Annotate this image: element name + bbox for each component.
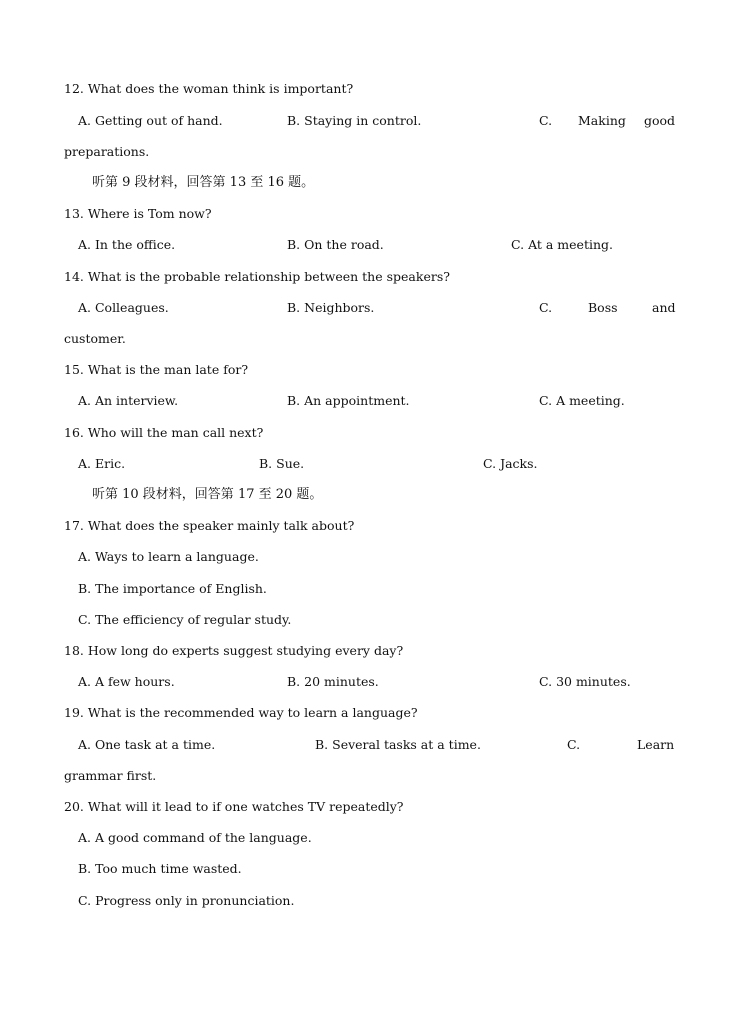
- q17-option-b: B. The importance of English.: [78, 581, 267, 596]
- q18-option-a: A. A few hours.: [78, 674, 175, 689]
- question-16: 16. Who will the man call next?: [64, 425, 264, 440]
- q15-option-a: A. An interview.: [78, 393, 179, 408]
- question-20: 20. What will it lead to if one watches TV repeatedly?: [64, 799, 404, 814]
- q13-option-c: C. At a meeting.: [511, 237, 613, 252]
- q12-option-a: A. Getting out of hand.: [78, 113, 223, 128]
- section-10-instruction: 听第 10 段材料，回答第 17 至 20 题。: [92, 487, 323, 502]
- question-12: 12. What does the woman think is important?: [64, 81, 354, 96]
- q14-option-c-cont: customer.: [64, 331, 126, 346]
- q18-option-c: C. 30 minutes.: [539, 674, 631, 689]
- q17-option-a: A. Ways to learn a language.: [78, 549, 259, 564]
- q19-option-c-label: C.: [567, 737, 581, 752]
- q20-option-b: B. Too much time wasted.: [78, 861, 242, 876]
- q16-option-b: B. Sue.: [259, 456, 305, 471]
- q14-option-c-word1: Boss: [588, 300, 618, 315]
- question-14: 14. What is the probable relationship between the speakers?: [64, 269, 450, 284]
- question-15: 15. What is the man late for?: [64, 362, 249, 377]
- q14-option-c-label: C.: [539, 300, 553, 315]
- q20-option-c: C. Progress only in pronunciation.: [78, 893, 295, 908]
- q12-option-c-word1: Making: [578, 113, 626, 128]
- q17-option-c: C. The efficiency of regular study.: [78, 612, 292, 627]
- q18-option-b: B. 20 minutes.: [287, 674, 379, 689]
- q15-option-b: B. An appointment.: [287, 393, 410, 408]
- q16-option-a: A. Eric.: [78, 456, 126, 471]
- q15-option-c: C. A meeting.: [539, 393, 625, 408]
- q12-option-c-label: C.: [539, 113, 553, 128]
- q16-option-c: C. Jacks.: [483, 456, 538, 471]
- q13-option-a: A. In the office.: [78, 237, 176, 252]
- q20-option-a: A. A good command of the language.: [78, 830, 312, 845]
- section-9-instruction: 听第 9 段材料，回答第 13 至 16 题。: [92, 175, 315, 190]
- q12-option-c-cont: preparations.: [64, 144, 150, 159]
- q14-option-b: B. Neighbors.: [287, 300, 375, 315]
- q19-option-a: A. One task at a time.: [78, 737, 216, 752]
- q19-option-c-word1: Learn: [637, 737, 675, 752]
- q19-option-c-cont: grammar first.: [64, 768, 157, 783]
- q19-option-b: B. Several tasks at a time.: [315, 737, 481, 752]
- q12-option-b: B. Staying in control.: [287, 113, 422, 128]
- question-17: 17. What does the speaker mainly talk about?: [64, 518, 355, 533]
- q14-option-c-word2: and: [652, 300, 676, 315]
- question-13: 13. Where is Tom now?: [64, 206, 212, 221]
- question-19: 19. What is the recommended way to learn a language?: [64, 705, 418, 720]
- question-18: 18. How long do experts suggest studying every day?: [64, 643, 404, 658]
- q12-option-c-word2: good: [644, 113, 676, 128]
- q13-option-b: B. On the road.: [287, 237, 384, 252]
- q14-option-a: A. Colleagues.: [78, 300, 169, 315]
